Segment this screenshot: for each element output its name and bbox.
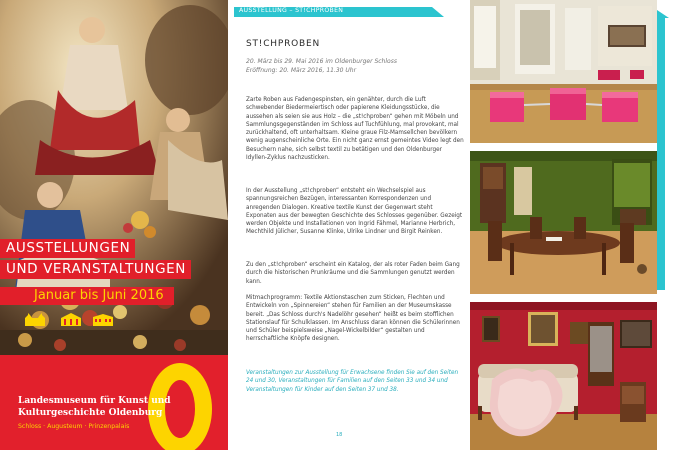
cover-title-banner: [0, 234, 216, 334]
museum-name-line2: Kulturgeschichte Oldenburg: [18, 408, 163, 418]
section-label: AUSSTELLUNG – ST!CHPROBEN: [239, 7, 344, 14]
cover-title-line2: UND VERANSTALTUNGEN: [0, 260, 191, 279]
exhibition-opening: Eröffnung: 20. März 2016, 11.30 Uhr: [246, 67, 357, 74]
page-number: 18: [336, 432, 343, 438]
section-bar-fold: [432, 7, 444, 17]
photo-page-accent-bar: [657, 18, 665, 290]
photo-hall-pink-cubes: [470, 0, 657, 143]
events-note: Veranstaltungen zur Ausstellung für Erwachsene finden Sie auf den Seiten 24 und 30, Veranstaltungen für Familien auf den Seiten 33 und 34 und Veranstaltungen für Kinder auf den Seiten 37 und 38.: [246, 370, 459, 393]
museum-logo-o: [148, 363, 212, 450]
augusteum-building-icon: [60, 312, 82, 326]
schloss-building-icon: [24, 312, 46, 326]
cover-date-range: Januar bis Juni 2016: [0, 287, 174, 305]
museum-name-line1: Landesmuseum für Kunst und: [18, 396, 171, 406]
body-paragraph: In der Ausstellung „st!chproben“ entsteht ein Wechselspiel aus spannungsreichen Bezügen, interessanten Korrespondenzen und anregenden Dialogen. Kreative textile Kunst der Gegenwart steht Exponaten aus der bewegten Geschichte des Schlosses gegenüber. Gezeigt werden Objekte und Installationen von Ingrid Fähmel, Marianne Herbrich, Mechthild Jülicher, Susanne Klinke, Ulrike Lindner und Birgit Reinken.: [246, 188, 463, 236]
photo-page: [468, 0, 673, 450]
article-heading: ST!CHPROBEN: [246, 39, 321, 49]
section-label-bar: [234, 7, 432, 17]
exhibition-dates: 20. März bis 29. Mai 2016 im Oldenburger Schloss: [246, 58, 397, 65]
body-paragraph: Mitmachprogramm: Textile Aktionstaschen zum Sticken, Flechten und Entwickeln von „Spinnereien“ stehen für Familien an der Museumskasse bereit. „Das Schloss durch's Nadelöhr gesehen“ heißt es beim stofflichen Stationslauf für Schulklassen. Im Anschluss daran können die Schülerinnen und Schüler beispielsweise „Nagel-Wickelbilder“ gestalten und herrschaftliche Knöpfe designen.: [246, 295, 460, 343]
brochure-cover: [0, 0, 228, 450]
photo-red-room-sofa: [470, 302, 657, 450]
body-paragraph: Zu den „st!chproben“ erscheint ein Katalog, der als roter Faden beim Gang durch die historischen Prunkräume und die Sammlungen genutzt werden kann.: [246, 262, 460, 285]
photo-green-dining-room: [470, 151, 657, 294]
article-page: [228, 0, 468, 450]
cover-museum-panel: [0, 355, 228, 450]
photo-page-fold: [657, 10, 669, 18]
body-paragraph: Zarte Roben aus Fadengespinsten, ein genähter, durch die Luft schwebender Biedermeiertisch oder papierene Kleidungsstücke, die aussehen als seien sie aus Holz – die „st!chproben“ gehen mit Möbeln und Sammlungsgegenständen im Schloss auf Tuchfühlung, mal provokant, mal zurückhaltend, oft unterhaltsam. Kleine graue Filz-Mamsellchen bevölkern wenig augenscheinliche Orte. Ein nicht ganz ernst gemeintes Video legt den Besuchern nahe, sich selbst textil zu betätigen und den Oldenburger Idyllen-Zyklus nachzusticken.: [246, 97, 464, 162]
museum-sites: Schloss · Augusteum · Prinzenpalais: [18, 423, 130, 430]
prinzenpalais-building-icon: [92, 312, 114, 326]
cover-title-line1: AUSSTELLUNGEN: [0, 239, 135, 258]
